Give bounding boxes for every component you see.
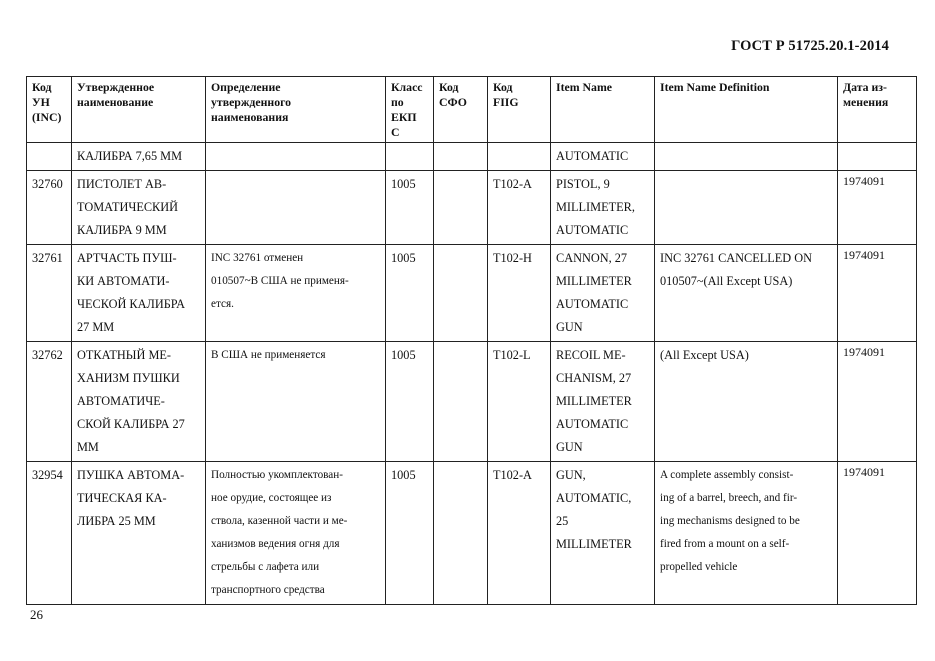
cell-inc: 32762 <box>27 342 72 462</box>
cell-name: ПИСТОЛЕТ АВ- ТОМАТИЧЕСКИЙ КАЛИБРА 9 ММ <box>72 171 206 245</box>
cell-definition: В США не применяется <box>206 342 386 462</box>
cell-definition: INC 32761 отменен 010507~В США не применя- ется. <box>206 245 386 342</box>
cell-item-definition: (All Except USA) <box>655 342 838 462</box>
cell-fiig: T102-H <box>488 245 551 342</box>
cell-fiig: T102-L <box>488 342 551 462</box>
page-number: 26 <box>30 607 43 622</box>
col-header-definition: Определение утвержденного наименования <box>206 77 386 143</box>
cell-item-definition <box>655 143 838 171</box>
cell-sfo <box>434 245 488 342</box>
cell-date: 1974091 <box>838 245 917 342</box>
col-header-sfo: Код СФО <box>434 77 488 143</box>
document-standard-title: ГОСТ Р 51725.20.1-2014 <box>731 38 889 54</box>
cell-name: КАЛИБРА 7,65 ММ <box>72 143 206 171</box>
cell-item-definition: A complete assembly consist- ing of a barrel, breech, and fir- ing mechanisms designed to be fired from a mount on a self- propelled vehicle <box>655 462 838 605</box>
table-row <box>27 462 917 605</box>
cell-item-name: PISTOL, 9 MILLIMETER, AUTOMATIC <box>551 171 655 245</box>
table-row <box>27 342 917 462</box>
cell-date: 1974091 <box>838 171 917 245</box>
table-row <box>27 245 917 342</box>
cell-item-name: GUN, AUTOMATIC, 25 MILLIMETER <box>551 462 655 605</box>
col-header-item-name: Item Name <box>551 77 655 143</box>
cell-fiig: T102-A <box>488 462 551 605</box>
col-header-class: Класс по ЕКП С <box>386 77 434 143</box>
cell-definition <box>206 143 386 171</box>
cell-sfo <box>434 171 488 245</box>
col-header-inc: Код УН (INC) <box>27 77 72 143</box>
cell-item-name: AUTOMATIC <box>551 143 655 171</box>
col-header-change-date: Дата из- менения <box>838 77 917 143</box>
cell-inc: 32761 <box>27 245 72 342</box>
cell-sfo <box>434 462 488 605</box>
cell-inc: 32760 <box>27 171 72 245</box>
cell-inc: 32954 <box>27 462 72 605</box>
cell-date <box>838 143 917 171</box>
cell-class: 1005 <box>386 462 434 605</box>
cell-sfo <box>434 143 488 171</box>
cell-inc <box>27 143 72 171</box>
cell-fiig: T102-A <box>488 171 551 245</box>
cell-item-name: RECOIL ME- CHANISM, 27 MILLIMETER AUTOMATIC GUN <box>551 342 655 462</box>
cell-definition <box>206 171 386 245</box>
cell-item-name: CANNON, 27 MILLIMETER AUTOMATIC GUN <box>551 245 655 342</box>
cell-name: АРТЧАСТЬ ПУШ- КИ АВТОМАТИ- ЧЕСКОЙ КАЛИБРА 27 ММ <box>72 245 206 342</box>
cell-name: ОТКАТНЫЙ МЕ- ХАНИЗМ ПУШКИ АВТОМАТИЧЕ- СКОЙ КАЛИБРА 27 ММ <box>72 342 206 462</box>
col-header-approved-name: Утвержденное наименование <box>72 77 206 143</box>
cell-class: 1005 <box>386 245 434 342</box>
table-row <box>27 143 917 171</box>
cell-sfo <box>434 342 488 462</box>
col-header-item-name-definition: Item Name Definition <box>655 77 838 143</box>
cell-class: 1005 <box>386 342 434 462</box>
cell-class <box>386 143 434 171</box>
cell-definition: Полностью укомплектован- ное орудие, состоящее из ствола, казенной части и ме- ханизмов ведения огня для стрельбы с лафета или транспортного средства <box>206 462 386 605</box>
col-header-fiig: Код FIIG <box>488 77 551 143</box>
cell-class: 1005 <box>386 171 434 245</box>
cell-name: ПУШКА АВТОМА- ТИЧЕСКАЯ КА- ЛИБРА 25 ММ <box>72 462 206 605</box>
item-names-table <box>26 76 917 605</box>
cell-date: 1974091 <box>838 462 917 605</box>
cell-fiig <box>488 143 551 171</box>
cell-date: 1974091 <box>838 342 917 462</box>
table-header-row <box>27 77 917 143</box>
table-row <box>27 171 917 245</box>
cell-item-definition <box>655 171 838 245</box>
cell-item-definition: INC 32761 CANCELLED ON 010507~(All Except USA) <box>655 245 838 342</box>
